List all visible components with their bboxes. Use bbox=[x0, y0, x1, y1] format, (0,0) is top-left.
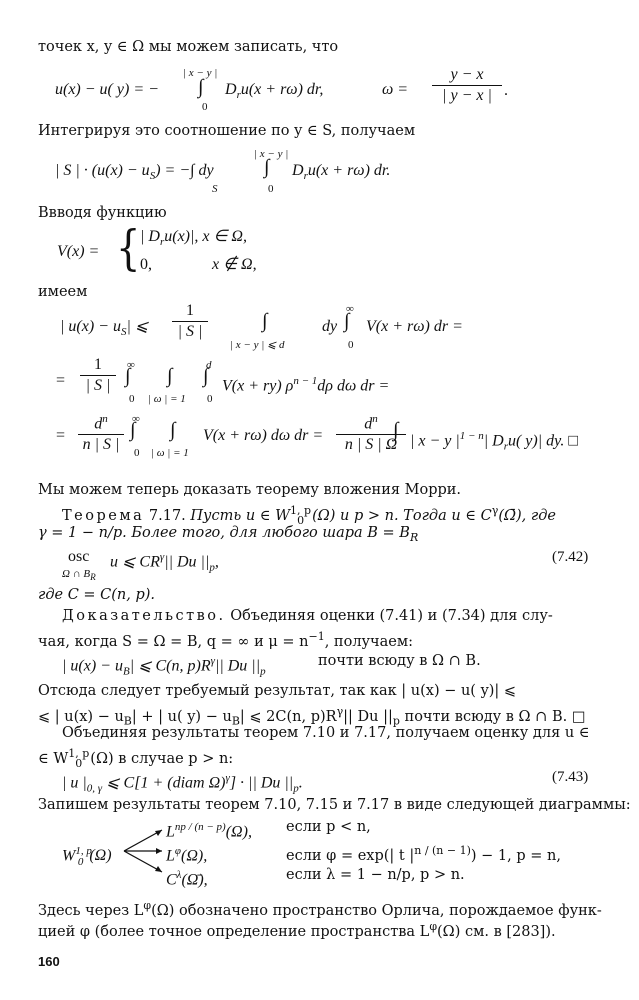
integral-lower-limit: | ω | = 1 bbox=[148, 393, 186, 405]
text-line: Интегрируя это соотношение по y ∈ S, получаем bbox=[38, 123, 416, 139]
text-line: Запишем результаты теорем 7.10, 7.15 и 7.17 в виде следующей диаграммы: bbox=[38, 797, 631, 813]
equation-number: (7.42) bbox=[552, 549, 589, 565]
diagram-condition: если φ = exp(| t $|^{n / (n - 1)}) - 1$, p = n, bbox=[286, 844, 561, 864]
integral-lower-limit: 0 bbox=[207, 393, 213, 405]
integral-sign: ∫ bbox=[264, 156, 270, 178]
left-brace: { bbox=[116, 220, 141, 276]
page-number: 160 bbox=[38, 954, 60, 969]
integral-sign: ∫ bbox=[125, 365, 131, 387]
text-line: Ввводя функцию bbox=[38, 205, 167, 221]
integral-upper-limit: | x − y | bbox=[183, 67, 218, 79]
integral-sign: ∫ bbox=[262, 310, 268, 332]
text-inline: почти всюду в Ω ∩ B. bbox=[318, 653, 481, 669]
function-definition: V(x) = bbox=[57, 243, 100, 260]
text-line: ⩽ | $u(x) - u_B|$ + | u( $y) - u_B|$ ⩽ 2C(n, $p)R^\gamma||$ Du $||_p$ почти всюду в Ω ∩ B. □ bbox=[38, 705, 586, 728]
text-line: ∈ W$^{1, p}_0$ (Ω) в случае p > n: bbox=[38, 747, 234, 770]
integral-lower-limit: 0 bbox=[129, 393, 135, 405]
integral-upper-limit: | x − y | bbox=[254, 148, 289, 160]
equation-rhs: V(x + ry) $\rho^{n - 1}d\rho$ dω dr = bbox=[222, 375, 390, 395]
differential: dy bbox=[322, 318, 338, 335]
integral-upper-limit: ∞ bbox=[127, 359, 135, 371]
equals-sign: = bbox=[56, 427, 66, 444]
diagram-target-holder: $C^\lambda(\Omegā)$, bbox=[166, 869, 208, 889]
proof-equation: | $u(x) - u_B|$ ⩽ C(n, $p)R^\gamma||$ Du $||_p$ bbox=[62, 655, 266, 678]
proof-heading: Доказательство. Объединяя оценки (7.41) и (7.34) для слу- bbox=[62, 608, 553, 624]
case-two-value: 0, bbox=[140, 256, 152, 273]
integral-sign: ∫ bbox=[393, 419, 399, 441]
diagram-target-orlicz: $L^\varphi(\Omega)$, bbox=[166, 845, 208, 865]
equation-rhs: $D_ru(x + r\omega)$ dr. bbox=[292, 162, 391, 183]
text-line: Мы можем теперь доказать теорему вложения Морри. bbox=[38, 482, 462, 498]
derivative-symbol: $D_ru(x + r\omega)$ dr, bbox=[225, 81, 324, 102]
integral-upper-limit: d bbox=[206, 359, 212, 371]
integral-lower-limit: 0 bbox=[134, 447, 140, 459]
period: . bbox=[504, 82, 508, 99]
text-line: где C = C(n, p). bbox=[38, 587, 156, 603]
equation-number: (7.43) bbox=[552, 769, 589, 785]
diagram-target-lebesgue: $L^{np / (n - p)}(\Omega)$, bbox=[166, 821, 252, 841]
integral-lower-limit: | x − y | ⩽ d bbox=[230, 339, 285, 351]
integral-sign: ∫ bbox=[344, 310, 350, 332]
equation-lhs: | S | · $(u(x) - u_S)$ = −∫ dy bbox=[55, 162, 214, 183]
diagram-condition: если λ = 1 − n/p, p > n. bbox=[286, 867, 465, 883]
text-line: точек x, y ∈ Ω мы можем записать, что bbox=[38, 39, 339, 55]
diagram-arrows bbox=[122, 826, 166, 876]
omega-definition: ω = bbox=[382, 81, 409, 98]
case-two-condition: x ∉ Ω, bbox=[212, 256, 257, 273]
equals-sign: = bbox=[56, 372, 66, 389]
equation-lhs: u(x) − u( y) = − bbox=[55, 81, 159, 98]
fraction: $d^n$ n | S | bbox=[78, 410, 124, 454]
equation-rhs: u ⩽ $CR^\gamma||$ Du $||_p$, bbox=[110, 551, 219, 574]
integral-upper-limit: ∞ bbox=[346, 303, 354, 315]
osc-subscript: Ω ∩ $B_R$ bbox=[62, 568, 96, 583]
equation-743: | u $|_{0, \gamma}$ ⩽ C[1 + (diam Ω)$^\gamma$] · || Du $||_p$. bbox=[62, 772, 303, 795]
diagram-source: W$^{1, p}_0$ (Ω) bbox=[62, 845, 112, 868]
text-line: Объединяя результаты теорем 7.10 и 7.17, получаем оценку для u ∈ bbox=[62, 725, 590, 741]
fraction: $d^n$ n | S | Ω bbox=[336, 410, 406, 454]
integral-sign: ∫ bbox=[170, 419, 176, 441]
text-line: имеем bbox=[38, 284, 88, 300]
theorem-heading: Теорема 7.17. Пусть u ∈ W$^{1, p}_0$ (Ω) и p > n. Тогда u ∈ $C^\gamma(\Omegā)$, где bbox=[62, 504, 556, 527]
text-line: цией φ (более точное определение пространства $L^\varphi(\Omega)$ см. в [283]). bbox=[38, 920, 556, 940]
integral-lower-limit: S bbox=[212, 183, 218, 195]
equation-lhs: | $u(x) - u_S|$ ⩽ bbox=[60, 318, 149, 339]
integral-lower-limit: 0 bbox=[348, 339, 354, 351]
fraction: 1 | S | bbox=[80, 356, 116, 395]
equation-rhs: | x − y $|^{1 - n}|$ $D_ru$( y)| dy. □ bbox=[410, 430, 579, 453]
integral-lower-limit: 0 bbox=[202, 101, 208, 113]
omega-fraction: y − x | y − x | bbox=[432, 66, 502, 105]
text-line: Здесь через $L^\varphi(\Omega)$ обозначено пространство Орлича, порождаемое функ- bbox=[38, 899, 602, 919]
text-line: чая, когда S = Ω = B, q = ∞ и $\mu = n^{-1}$, получаем: bbox=[38, 630, 414, 650]
integral-sign: ∫ bbox=[203, 365, 209, 387]
case-one: | $D_ru(x)|$, x ∈ Ω, bbox=[140, 228, 247, 249]
fraction: 1 | S | bbox=[172, 302, 208, 341]
integral-sign: ∫ bbox=[130, 419, 136, 441]
integral-upper-limit: ∞ bbox=[132, 413, 140, 425]
theorem-text: γ = 1 − n/p. Более того, для любого шара $B = B_R$ bbox=[38, 525, 419, 544]
integral-sign: ∫ bbox=[167, 365, 173, 387]
equation-rhs: V(x + rω) dr = bbox=[366, 318, 463, 335]
integral-lower-limit: | ω | = 1 bbox=[151, 447, 189, 459]
text-line: Отсюда следует требуемый результат, так как | u(x) − u( y)| ⩽ bbox=[38, 683, 517, 699]
equation-middle: V(x + rω) dω dr = bbox=[203, 427, 324, 444]
integral-lower-limit: 0 bbox=[268, 183, 274, 195]
osc-operator: osc bbox=[68, 548, 90, 565]
integral-sign: ∫ bbox=[198, 76, 204, 98]
diagram-condition: если p < n, bbox=[286, 819, 371, 835]
